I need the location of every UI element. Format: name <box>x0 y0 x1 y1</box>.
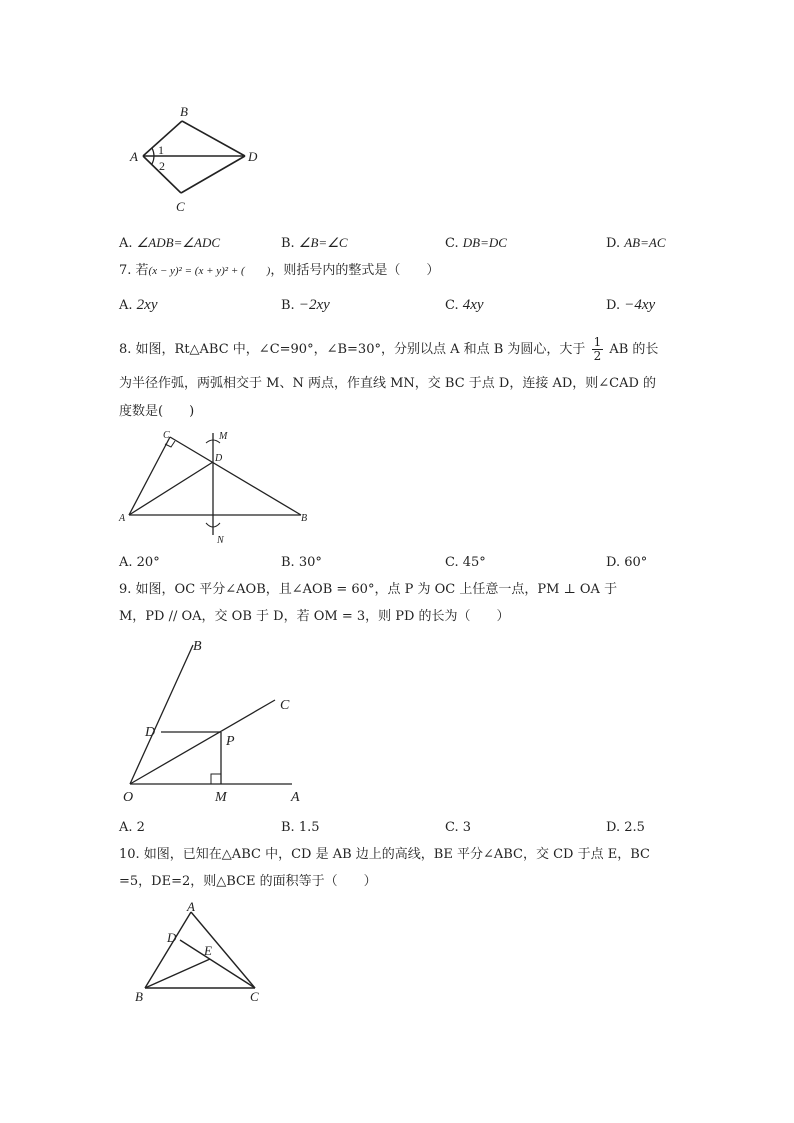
label-c: C <box>280 698 290 713</box>
segment-cd <box>180 940 255 988</box>
q9-stem-line-1: 9. 如图，OC 平分∠AOB，且∠AOB = 60°，点 P 为 OC 上任意一点，PM ⊥ OA 于 <box>119 582 618 597</box>
label-n: N <box>217 535 224 546</box>
label-d: D <box>248 149 258 164</box>
label-p: P <box>226 734 235 749</box>
q9-stem-line-2: M，PD // OA，交 OB 于 D，若 OM = 3，则 PD 的长为（ ） <box>119 609 510 624</box>
q8-text-b: AB 的长 <box>609 342 659 357</box>
segment-bd <box>182 121 245 156</box>
fraction-denominator: 2 <box>593 349 602 363</box>
label-a: A <box>130 149 138 164</box>
segment-ab <box>145 912 191 988</box>
option-text: 4xy <box>462 297 484 313</box>
q7-option-d[interactable] <box>606 296 655 315</box>
option-letter: B. <box>281 236 299 251</box>
fraction-numerator: 1 <box>593 335 602 349</box>
option-text: ∠ADB=∠ADC <box>136 235 221 250</box>
option-letter: D. <box>606 298 625 313</box>
q8-stem-line-1 <box>119 336 658 363</box>
option-letter: B. <box>281 298 299 313</box>
segment-cd <box>181 156 245 193</box>
q7-prefix: 7. 若 <box>119 263 149 278</box>
figure-triangle-abc-altitude <box>130 900 270 1008</box>
option-letter: D. <box>606 236 625 251</box>
label-c: C <box>176 199 185 214</box>
angle-label-1: 1 <box>158 143 164 157</box>
label-a: A <box>291 790 300 805</box>
label-d: D <box>167 930 177 945</box>
q7-option-b[interactable] <box>281 296 330 315</box>
q7-option-c[interactable] <box>445 296 484 315</box>
q10-stem-line-1: 10. 如图，已知在△ABC 中，CD 是 AB 边上的高线，BE 平分∠ABC，交 CD 于点 E，BC <box>119 847 650 862</box>
option-text: −2xy <box>298 297 330 313</box>
segment-ac <box>129 437 170 515</box>
ray-ob <box>130 645 193 784</box>
label-o: O <box>123 790 134 805</box>
ray-oc <box>130 700 275 784</box>
option-letter: A. <box>119 298 137 313</box>
figure-angle-bisector-oc <box>115 633 315 808</box>
label-c: C <box>163 430 170 441</box>
q7-option-a[interactable] <box>119 296 157 315</box>
option-letter: C. <box>445 236 463 251</box>
q8-option-d[interactable]: D. 60° <box>606 555 648 570</box>
label-m: M <box>219 431 228 442</box>
label-e: E <box>204 943 212 958</box>
segment-ad <box>129 462 213 515</box>
figure-kite-abdc <box>120 100 280 220</box>
segment-be <box>145 959 210 988</box>
q7-expression: (x − y)² = (x + y)² + ( ) <box>148 265 271 277</box>
q8-stem-line-3: 度数是( ) <box>119 404 195 419</box>
label-m: M <box>215 790 227 805</box>
q6-option-d[interactable] <box>606 234 666 253</box>
q8-text-a: 8. 如图，Rt△ABC 中，∠C=90°，∠B=30°，分别以点 A 和点 B 为圆心，大于 <box>119 342 586 357</box>
option-text: 2xy <box>136 297 158 313</box>
label-b: B <box>180 104 188 119</box>
q6-option-b[interactable] <box>281 234 348 253</box>
option-letter: C. <box>445 298 463 313</box>
option-letter: A. <box>119 236 137 251</box>
q8-option-a[interactable]: A. 20° <box>119 555 160 570</box>
q8-stem-line-2: 为半径作弧，两弧相交于 M、N 两点，作直线 MN，交 BC 于点 D，连接 AD，则∠CAD 的 <box>119 376 657 391</box>
q7-stem <box>119 262 439 280</box>
option-text: ∠B=∠C <box>298 235 348 250</box>
q6-option-a[interactable] <box>119 234 220 253</box>
label-b: B <box>301 513 308 524</box>
q9-option-d[interactable]: D. 2.5 <box>606 820 645 835</box>
q7-suffix: ，则括号内的整式是（ ） <box>270 263 440 278</box>
label-c: C <box>250 989 259 1004</box>
q9-option-a[interactable]: A. 2 <box>119 820 145 835</box>
figure-triangle-abc-bisector <box>115 425 325 550</box>
label-d: D <box>145 725 156 740</box>
label-a: A <box>187 900 195 914</box>
label-b: B <box>135 989 143 1004</box>
q6-option-c[interactable] <box>445 234 507 253</box>
label-d: D <box>215 453 223 464</box>
q8-option-b[interactable]: B. 30° <box>281 555 322 570</box>
angle-label-2: 2 <box>159 159 165 173</box>
option-text: DB=DC <box>462 235 507 250</box>
q9-option-b[interactable]: B. 1.5 <box>281 820 320 835</box>
option-text: AB=AC <box>624 235 666 250</box>
label-b: B <box>193 639 202 654</box>
segment-ac <box>191 912 255 988</box>
option-text: −4xy <box>624 297 656 313</box>
q9-option-c[interactable]: C. 3 <box>445 820 472 835</box>
q8-fraction <box>592 336 604 363</box>
right-angle-mark-m <box>211 774 221 784</box>
q8-option-c[interactable]: C. 45° <box>445 555 486 570</box>
label-a: A <box>119 513 126 524</box>
q10-stem-line-2: =5，DE=2，则△BCE 的面积等于（ ） <box>119 874 377 889</box>
